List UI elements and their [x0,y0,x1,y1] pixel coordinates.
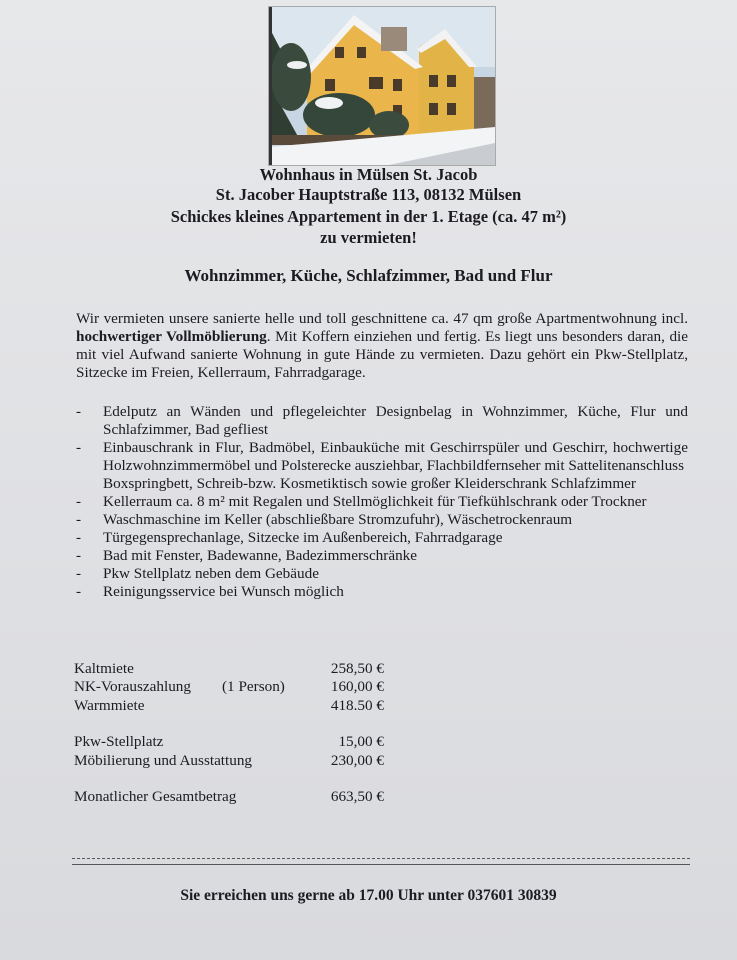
cost-sublabel: (1 Person) [222,678,285,696]
cost-label: Monatlicher Gesamtbetrag [74,787,237,805]
feature-item: Boxspringbett, Schreib-bzw. Kosmetiktisch sowie großer Kleiderschrank Schlafzimmer [103,475,636,492]
cost-label: Warmmiete [74,696,145,714]
feature-item: - Edelputz an Wänden und pflegeleichter Designbelag in Wohnzimmer, Küche, Flur und Schlafzimmer, Bad gefliest [76,403,688,439]
cost-label: Möbilierung und Ausstattung [74,751,253,769]
feature-item: - Waschmaschine im Keller (abschließbare Stromzufuhr), Wäschetrockenraum [76,511,688,529]
intro-bold: hochwertiger Vollmöblierung [76,328,267,345]
cost-label: Kaltmiete [74,660,134,677]
feature-list [76,403,688,601]
cost-value: 230,00 € [330,751,384,769]
intro-paragraph [76,310,688,382]
feature-item: - Türgegensprechanlage, Sitzecke im Außenbereich, Fahrradgarage [76,529,688,547]
cost-row-gesamt [74,788,384,806]
house-photo [268,6,496,166]
cost-row-stellplatz [74,733,384,751]
listing-action: zu vermieten! [320,228,417,247]
cost-value: 418.50 € [330,696,384,714]
cost-value: 258,50 € [330,660,384,677]
cost-row-moebel [74,752,384,770]
cost-table [74,660,384,806]
house-illustration [269,7,495,165]
feature-item: - Pkw Stellplatz neben dem Gebäude [76,565,688,583]
contact-line: Sie erreichen uns gerne ab 17.00 Uhr unter 037601 30839 [180,887,557,904]
cost-value: 15,00 € [338,733,384,751]
feature-item: - Kellerraum ca. 8 m² mit Regalen und Stellmöglichkeit für Tiefkühlschrank oder Trockner [76,493,688,511]
listing-address: St. Jacober Hauptstraße 113, 08132 Mülsen [215,185,522,204]
listing-title: Wohnhaus in Mülsen St. Jacob [259,165,478,184]
cost-row-kaltmiete [74,660,384,678]
dashed-divider [72,858,690,859]
cost-label: NK-Vorauszahlung [74,678,191,696]
cost-row-nk [74,678,384,696]
feature-item: - Einbauschrank in Flur, Badmöbel, Einbauküche mit Geschirrspüler und Geschirr, hochwertige Holzwohnzimmermöbel und Polsterecke ausziehbar, Flachbildfernseher mit Sattelitenanschluss [76,439,688,475]
cost-row-warmmiete [74,697,384,715]
cost-value: 663,50 € [330,787,384,805]
intro-part-2: . Mit Koffern einziehen und fertig. Es liegt uns besonders daran, die mit viel Aufwand sanierte Wohnung in gute Hände zu vermieten. Dazu gehört ein Pkw-Stellplatz, Sitzecke im Freien, Kellerraum, Fahrradgarage. [76,328,688,381]
feature-item: - Reinigungsservice bei Wunsch möglich [76,583,688,601]
listing-description: Schickes kleines Appartement in der 1. Etage (ca. 47 m²) [170,207,567,226]
intro-part-1: Wir vermieten unsere sanierte helle und toll geschnittene ca. 47 qm große Apartmentwohnung incl. [76,310,688,327]
solid-divider [72,864,690,865]
cost-label: Pkw-Stellplatz [74,733,164,751]
room-list: Wohnzimmer, Küche, Schlafzimmer, Bad und Flur [184,266,553,285]
feature-item: - Bad mit Fenster, Badewanne, Badezimmerschränke [76,547,688,565]
cost-value: 160,00 € [330,678,384,696]
